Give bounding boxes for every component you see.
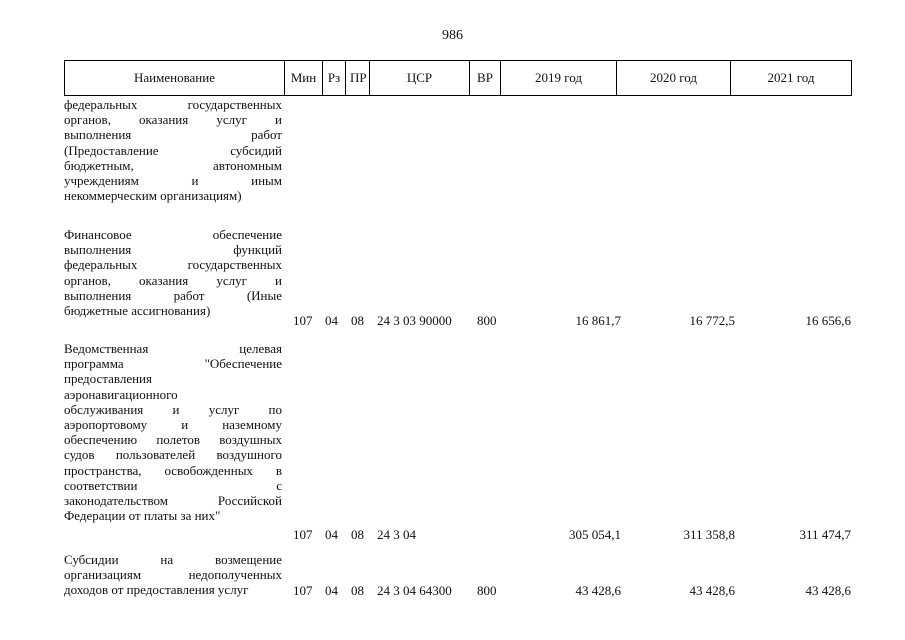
table-header — [64, 60, 852, 96]
row-2-min: 107 — [293, 527, 313, 542]
name-line: учреждениям и иным — [64, 173, 282, 189]
name-line: Ведомственная целевая — [64, 341, 282, 356]
header-csr: ЦСР — [370, 61, 470, 96]
row-3-2019: 43 428,6 — [575, 583, 621, 598]
name-line: Субсидии на возмещение — [64, 552, 282, 567]
header-2020: 2020 год — [617, 61, 731, 96]
row-1-2019: 16 861,7 — [575, 313, 621, 328]
row-0-name — [64, 97, 282, 203]
row-3-vr: 800 — [477, 583, 497, 598]
name-line: выполнения работ — [64, 127, 282, 143]
row-1-min: 107 — [293, 313, 313, 328]
row-1-2021: 16 656,6 — [805, 313, 851, 328]
header-name: Наименование — [65, 61, 285, 96]
row-3-rz: 04 — [325, 583, 338, 598]
row-1-rz: 04 — [325, 313, 338, 328]
header-min: Мин — [285, 61, 323, 96]
name-line: Федерации от платы за них" — [64, 508, 221, 524]
row-3-2021: 43 428,6 — [805, 583, 851, 598]
header-pr: ПР — [346, 61, 370, 96]
row-1-pr: 08 — [351, 313, 364, 328]
name-line: Финансовое обеспечение — [64, 227, 282, 242]
header-vr: ВР — [470, 61, 501, 96]
row-2-rz: 04 — [325, 527, 338, 542]
name-line: судов пользователей воздушного — [64, 447, 282, 463]
row-1-name — [64, 227, 282, 318]
name-line: аэронавигационного — [64, 386, 178, 402]
row-3-min: 107 — [293, 583, 313, 598]
name-line: законодательством Российской — [64, 493, 282, 509]
name-line: органов, оказания услуг и — [64, 272, 282, 288]
row-1-csr: 24 3 03 90000 — [377, 313, 452, 328]
name-line: бюджетные ассигнования) — [64, 303, 211, 319]
row-3-2020: 43 428,6 — [689, 583, 735, 598]
name-line: органов, оказания услуг и — [64, 112, 282, 128]
header-2021: 2021 год — [731, 61, 852, 96]
row-3-csr: 24 3 04 64300 — [377, 583, 452, 598]
name-line: выполнения работ (Иные — [64, 287, 282, 303]
header-rz: Рз — [323, 61, 346, 96]
name-line: выполнения функций — [64, 242, 282, 258]
row-2-2020: 311 358,8 — [683, 527, 735, 542]
name-line: доходов от предоставления услуг — [64, 582, 249, 598]
name-line: (Предоставление субсидий — [64, 142, 282, 158]
row-1-vr: 800 — [477, 313, 497, 328]
row-2-csr: 24 3 04 — [377, 527, 416, 542]
page-number: 986 — [442, 28, 463, 43]
header-2019: 2019 год — [501, 61, 617, 96]
name-line: организациям недополученных — [64, 567, 282, 583]
name-line: федеральных государственных — [64, 97, 282, 112]
name-line: федеральных государственных — [64, 257, 282, 273]
name-line: пространства, освобожденных в — [64, 462, 282, 478]
name-line: аэропортовому и наземному — [64, 417, 282, 433]
row-3-name — [64, 552, 282, 598]
name-line: обслуживания и услуг по — [64, 401, 282, 417]
row-2-2021: 311 474,7 — [799, 527, 851, 542]
name-line: соответствии с — [64, 477, 282, 493]
row-3-pr: 08 — [351, 583, 364, 598]
name-line: обеспечению полетов воздушных — [64, 432, 282, 448]
row-2-name — [64, 341, 282, 523]
row-2-pr: 08 — [351, 527, 364, 542]
row-2-2019: 305 054,1 — [569, 527, 621, 542]
name-line: некоммерческим организациям) — [64, 188, 242, 204]
name-line: программа "Обеспечение — [64, 356, 282, 372]
name-line: предоставления — [64, 371, 152, 387]
name-line: бюджетным, автономным — [64, 157, 282, 173]
row-1-2020: 16 772,5 — [689, 313, 735, 328]
